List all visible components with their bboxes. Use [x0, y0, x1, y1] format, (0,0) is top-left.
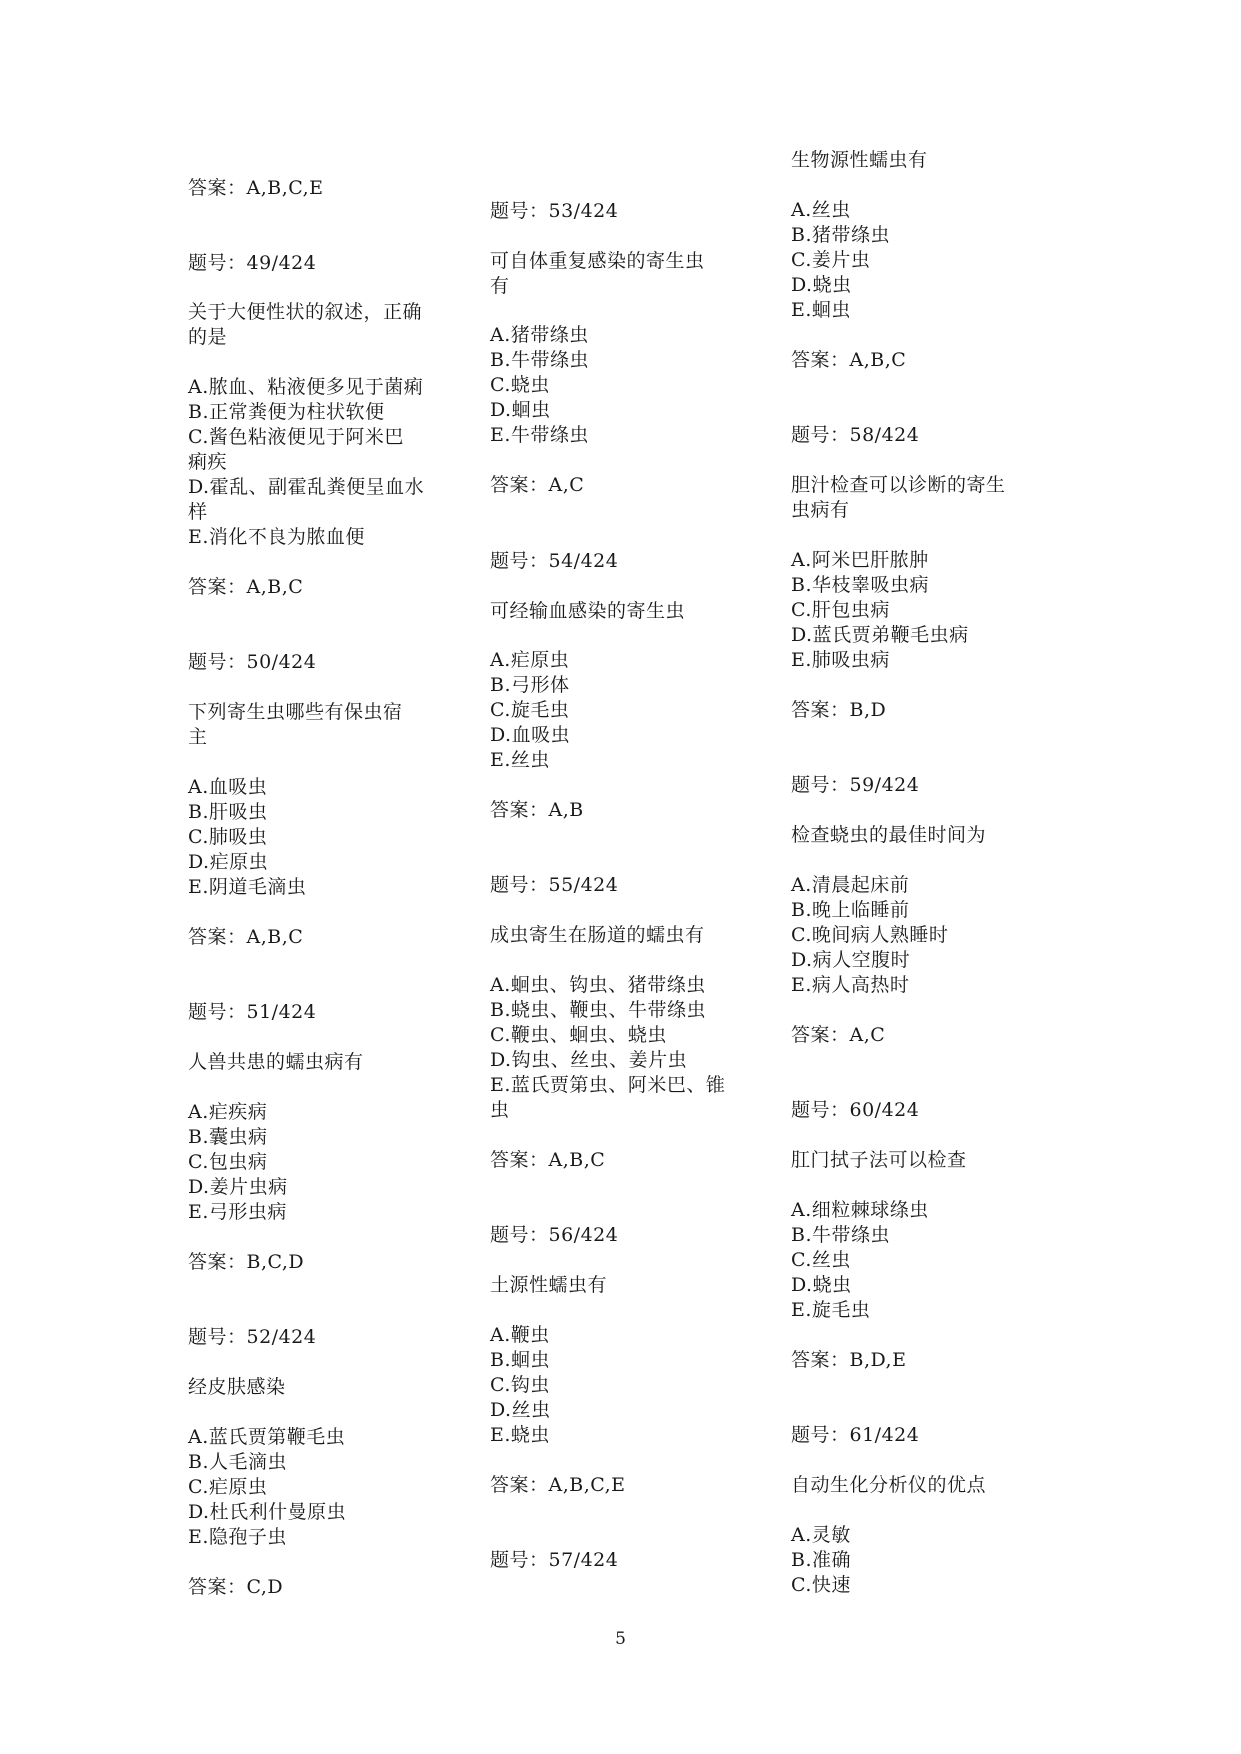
question-number: 题号：59/424: [791, 774, 920, 796]
option: C.酱色粘液便见于阿米巴: [188, 426, 404, 448]
question-text: 土源性蠕虫有: [490, 1274, 608, 1296]
option: E.蓝氏贾第虫、阿米巴、锥: [490, 1074, 726, 1096]
option: E.弓形虫病: [188, 1201, 287, 1223]
question-number: 题号：52/424: [188, 1326, 317, 1348]
option: D.霍乱、副霍乱粪便呈血水: [188, 476, 425, 498]
option: B.蛲虫、鞭虫、牛带绦虫: [490, 999, 707, 1021]
option: B.准确: [791, 1549, 852, 1571]
option: D.姜片虫病: [188, 1176, 288, 1198]
option: C.姜片虫: [791, 249, 871, 271]
option: C.丝虫: [791, 1249, 851, 1271]
option: C.晚间病人熟睡时: [791, 924, 949, 946]
question-number: 题号：50/424: [188, 651, 317, 673]
option: E.蛲虫: [490, 1424, 550, 1446]
text-line: 答案：A,B,C,E: [188, 177, 324, 199]
option: D.蛲虫: [791, 1274, 852, 1296]
question-number: 题号：51/424: [188, 1001, 317, 1023]
option: C.钩虫: [490, 1374, 550, 1396]
answer: 答案：A,B: [490, 799, 584, 821]
question-number: 题号：56/424: [490, 1224, 619, 1246]
option: B.牛带绦虫: [490, 349, 590, 371]
option: B.华枝睾吸虫病: [791, 574, 930, 596]
question-text: 胆汁检查可以诊断的寄生: [791, 474, 1006, 496]
option: B.蛔虫: [490, 1349, 551, 1371]
option: A.猪带绦虫: [490, 324, 589, 346]
question-text: 成虫寄生在肠道的蠕虫有: [490, 924, 705, 946]
option: D.疟原虫: [188, 851, 269, 873]
option: B.囊虫病: [188, 1126, 268, 1148]
answer: 答案：A,B,C: [490, 1149, 606, 1171]
option: B.正常粪便为柱状软便: [188, 401, 385, 423]
question-text: 人兽共患的蠕虫病有: [188, 1051, 364, 1073]
option: B.牛带绦虫: [791, 1224, 891, 1246]
option: C.肝包虫病: [791, 599, 890, 621]
question-text: 检查蛲虫的最佳时间为: [791, 824, 987, 846]
option: C.旋毛虫: [490, 699, 570, 721]
question-number: 题号：54/424: [490, 550, 619, 572]
option: C.包虫病: [188, 1151, 268, 1173]
option: B.肝吸虫: [188, 801, 268, 823]
option: E.隐孢子虫: [188, 1526, 287, 1548]
question-text: 自动生化分析仪的优点: [791, 1474, 987, 1496]
question-number: 题号：60/424: [791, 1099, 920, 1121]
option: 痢疾: [188, 451, 228, 473]
answer: 答案：A,C: [791, 1024, 886, 1046]
option: A.蓝氏贾第鞭毛虫: [188, 1426, 346, 1448]
question-text: 经皮肤感染: [188, 1376, 286, 1398]
question-text: 生物源性蠕虫有: [791, 149, 928, 171]
option: A.蛔虫、钩虫、猪带绦虫: [490, 974, 706, 996]
answer: 答案：A,C: [490, 474, 585, 496]
question-text: 关于大便性状的叙述，正确: [188, 301, 423, 323]
question-number: 题号：55/424: [490, 874, 619, 896]
option: D.病人空腹时: [791, 949, 911, 971]
question-text: 可自体重复感染的寄生虫: [490, 250, 705, 272]
question-number: 题号：58/424: [791, 424, 920, 446]
option: A.细粒棘球绦虫: [791, 1199, 929, 1221]
option: D.蛲虫: [791, 274, 852, 296]
option: C.疟原虫: [188, 1476, 268, 1498]
option: A.疟原虫: [490, 649, 570, 671]
option: C.快速: [791, 1574, 851, 1596]
option: A.清晨起床前: [791, 874, 910, 896]
option: C.蛲虫: [490, 374, 550, 396]
answer: 答案：C,D: [188, 1576, 284, 1598]
option: A.脓血、粘液便多见于菌痢: [188, 376, 424, 398]
question-text: 可经输血感染的寄生虫: [490, 600, 686, 622]
question-text: 肛门拭子法可以检查: [791, 1149, 967, 1171]
option: B.晚上临睡前: [791, 899, 910, 921]
option: B.猪带绦虫: [791, 224, 891, 246]
option: E.牛带绦虫: [490, 424, 589, 446]
option: E.阴道毛滴虫: [188, 876, 307, 898]
question-number: 题号：57/424: [490, 1549, 619, 1571]
question-number: 题号：61/424: [791, 1424, 920, 1446]
option: D.蛔虫: [490, 399, 551, 421]
option: D.丝虫: [490, 1399, 551, 1421]
option: A.灵敏: [791, 1524, 851, 1546]
answer: 答案：B,C,D: [188, 1251, 305, 1273]
answer: 答案：A,B,C: [188, 576, 304, 598]
option: 虫: [490, 1099, 510, 1121]
option: D.血吸虫: [490, 724, 571, 746]
option: E.丝虫: [490, 749, 550, 771]
option: B.弓形体: [490, 674, 570, 696]
option: A.疟疾病: [188, 1101, 268, 1123]
question-text: 下列寄生虫哪些有保虫宿: [188, 701, 403, 723]
option: C.鞭虫、蛔虫、蛲虫: [490, 1024, 667, 1046]
answer: 答案：A,B,C: [188, 926, 304, 948]
question-text: 的是: [188, 326, 228, 348]
page-number: 5: [615, 1629, 626, 1649]
answer: 答案：A,B,C,E: [490, 1474, 626, 1496]
option: D.杜氏利什曼原虫: [188, 1501, 347, 1523]
answer: 答案：B,D,E: [791, 1349, 907, 1371]
option: E.病人高热时: [791, 974, 910, 996]
option: A.血吸虫: [188, 776, 268, 798]
question-text: 主: [188, 726, 208, 748]
question-number: 题号：49/424: [188, 252, 317, 274]
option: A.丝虫: [791, 199, 851, 221]
question-number: 题号：53/424: [490, 200, 619, 222]
option: E.蛔虫: [791, 299, 851, 321]
answer: 答案：B,D: [791, 699, 887, 721]
option: A.阿米巴肝脓肿: [791, 549, 929, 571]
option: E.消化不良为脓血便: [188, 526, 365, 548]
option: 样: [188, 501, 208, 523]
option: A.鞭虫: [490, 1324, 550, 1346]
option: D.蓝氏贾弟鞭毛虫病: [791, 624, 969, 646]
option: C.肺吸虫: [188, 826, 268, 848]
question-text: 有: [490, 275, 510, 297]
option: E.旋毛虫: [791, 1299, 871, 1321]
option: E.肺吸虫病: [791, 649, 890, 671]
question-text: 虫病有: [791, 499, 850, 521]
answer: 答案：A,B,C: [791, 349, 907, 371]
option: B.人毛滴虫: [188, 1451, 288, 1473]
option: D.钩虫、丝虫、姜片虫: [490, 1049, 688, 1071]
